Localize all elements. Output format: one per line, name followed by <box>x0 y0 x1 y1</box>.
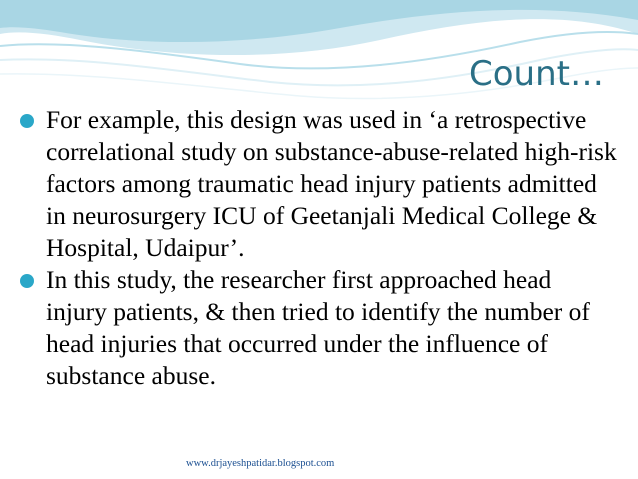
bullet-text: For example, this design was used in ‘a retrospective correlational study on substance-abuse-related high-risk factors among traumatic head injury patients admitted in neurosurgery ICU of Geetanjali Medical College & Hospital, Udaipur’. <box>46 105 617 262</box>
bullet-dot-icon <box>20 274 34 288</box>
bullet-item <box>18 104 618 264</box>
bullet-list <box>18 104 618 392</box>
bullet-text: In this study, the researcher first approached head injury patients, & then tried to identify the number of head injuries that occurred under the influence of substance abuse. <box>46 265 590 390</box>
footer-url: www.drjayeshpatidar.blogspot.com <box>186 458 335 469</box>
bullet-dot-icon <box>20 114 34 128</box>
slide-title: Count… <box>469 54 604 94</box>
bullet-item <box>18 264 618 392</box>
